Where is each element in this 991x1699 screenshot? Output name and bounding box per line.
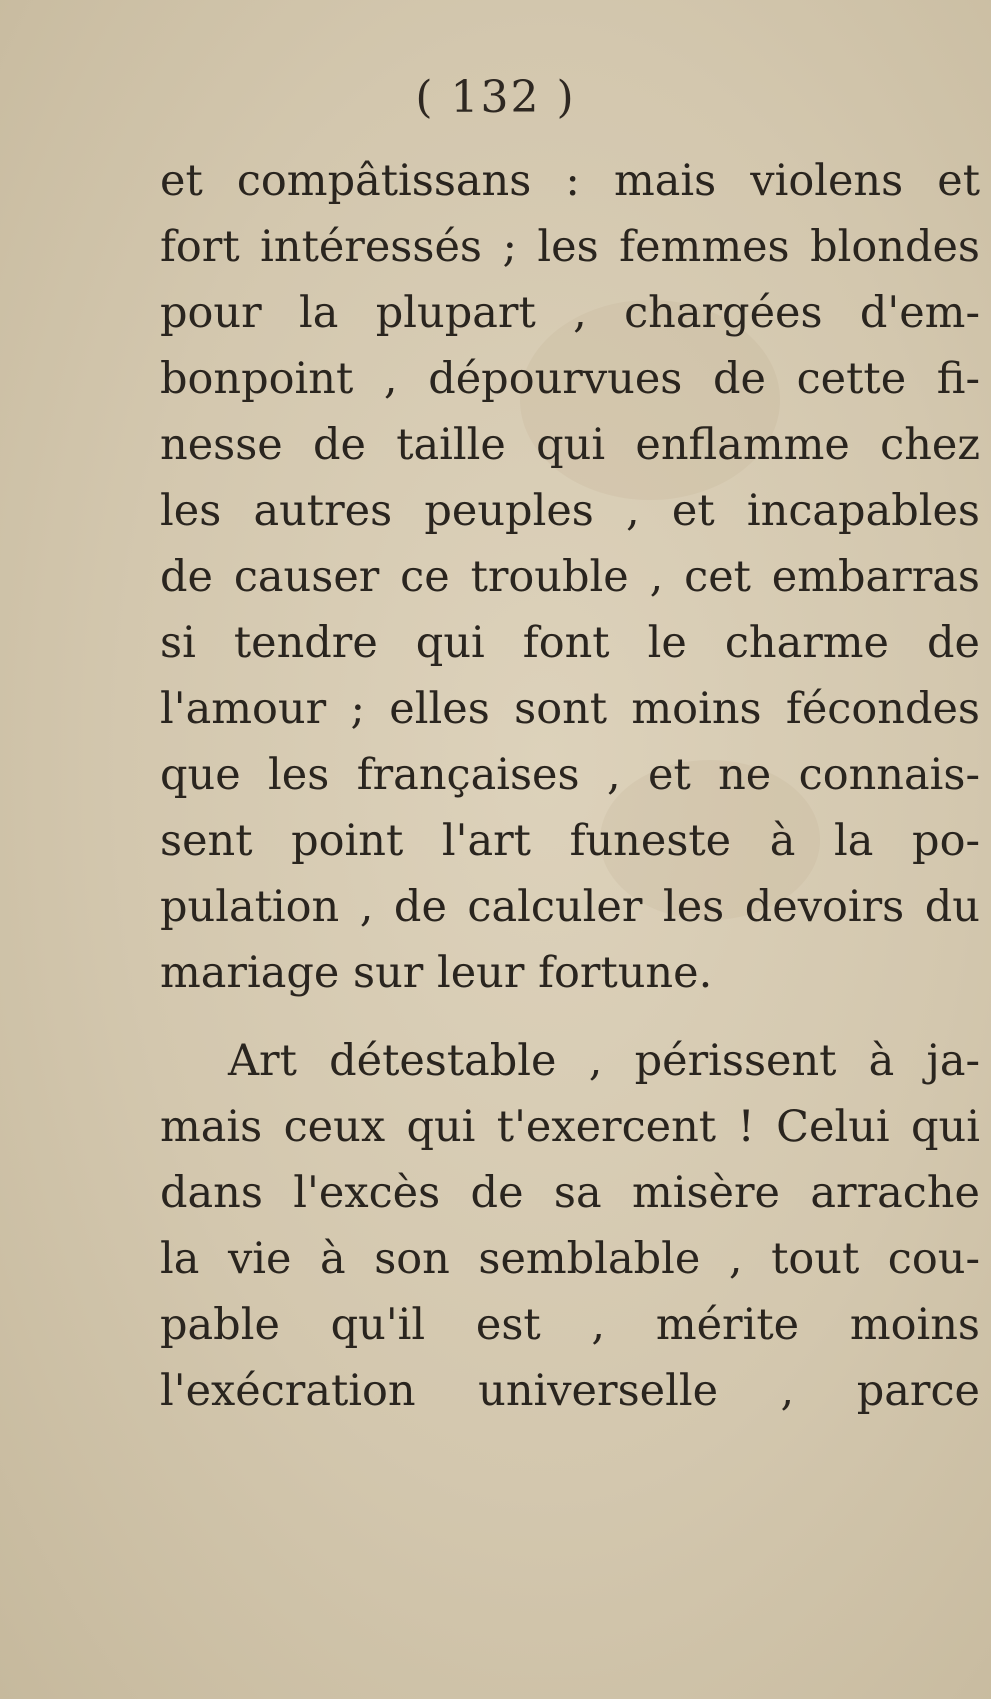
text-line: pable qu'il est , mérite moins	[160, 1300, 980, 1350]
text-line: pour la plupart , chargées d'em-	[160, 288, 980, 338]
text-line: fort intéressés ; les femmes blondes	[160, 222, 980, 272]
paragraph-1	[160, 148, 980, 1006]
text-line: et compâtissans : mais violens et	[160, 156, 980, 206]
text-line: dans l'excès de sa misère arrache	[160, 1168, 980, 1218]
text-line: bonpoint , dépourvues de cette fi-	[160, 354, 980, 404]
text-line: les autres peuples , et incapables	[160, 486, 980, 536]
text-line: la vie à son semblable , tout cou-	[160, 1234, 980, 1284]
text-line: sent point l'art funeste à la po-	[160, 816, 980, 866]
text-line: mariage sur leur fortune.	[160, 948, 713, 998]
text-line: Art détestable , périssent à ja-	[228, 1036, 980, 1086]
text-line: que les françaises , et ne connais-	[160, 750, 980, 800]
text-line: mais ceux qui t'exercent ! Celui qui	[160, 1102, 980, 1152]
paragraph-2	[160, 1028, 980, 1424]
text-line: de causer ce trouble , cet embarras	[160, 552, 980, 602]
text-line: nesse de taille qui enflamme chez	[160, 420, 980, 470]
paragraph-gap	[160, 1006, 980, 1028]
text-line: l'amour ; elles sont moins fécondes	[160, 684, 980, 734]
text-line: pulation , de calculer les devoirs du	[160, 882, 980, 932]
text-line: si tendre qui font le charme de	[160, 618, 980, 668]
text-line: l'exécration universelle , parce	[160, 1366, 980, 1416]
page-number: ( 132 )	[415, 72, 576, 123]
body-text	[160, 148, 980, 1424]
